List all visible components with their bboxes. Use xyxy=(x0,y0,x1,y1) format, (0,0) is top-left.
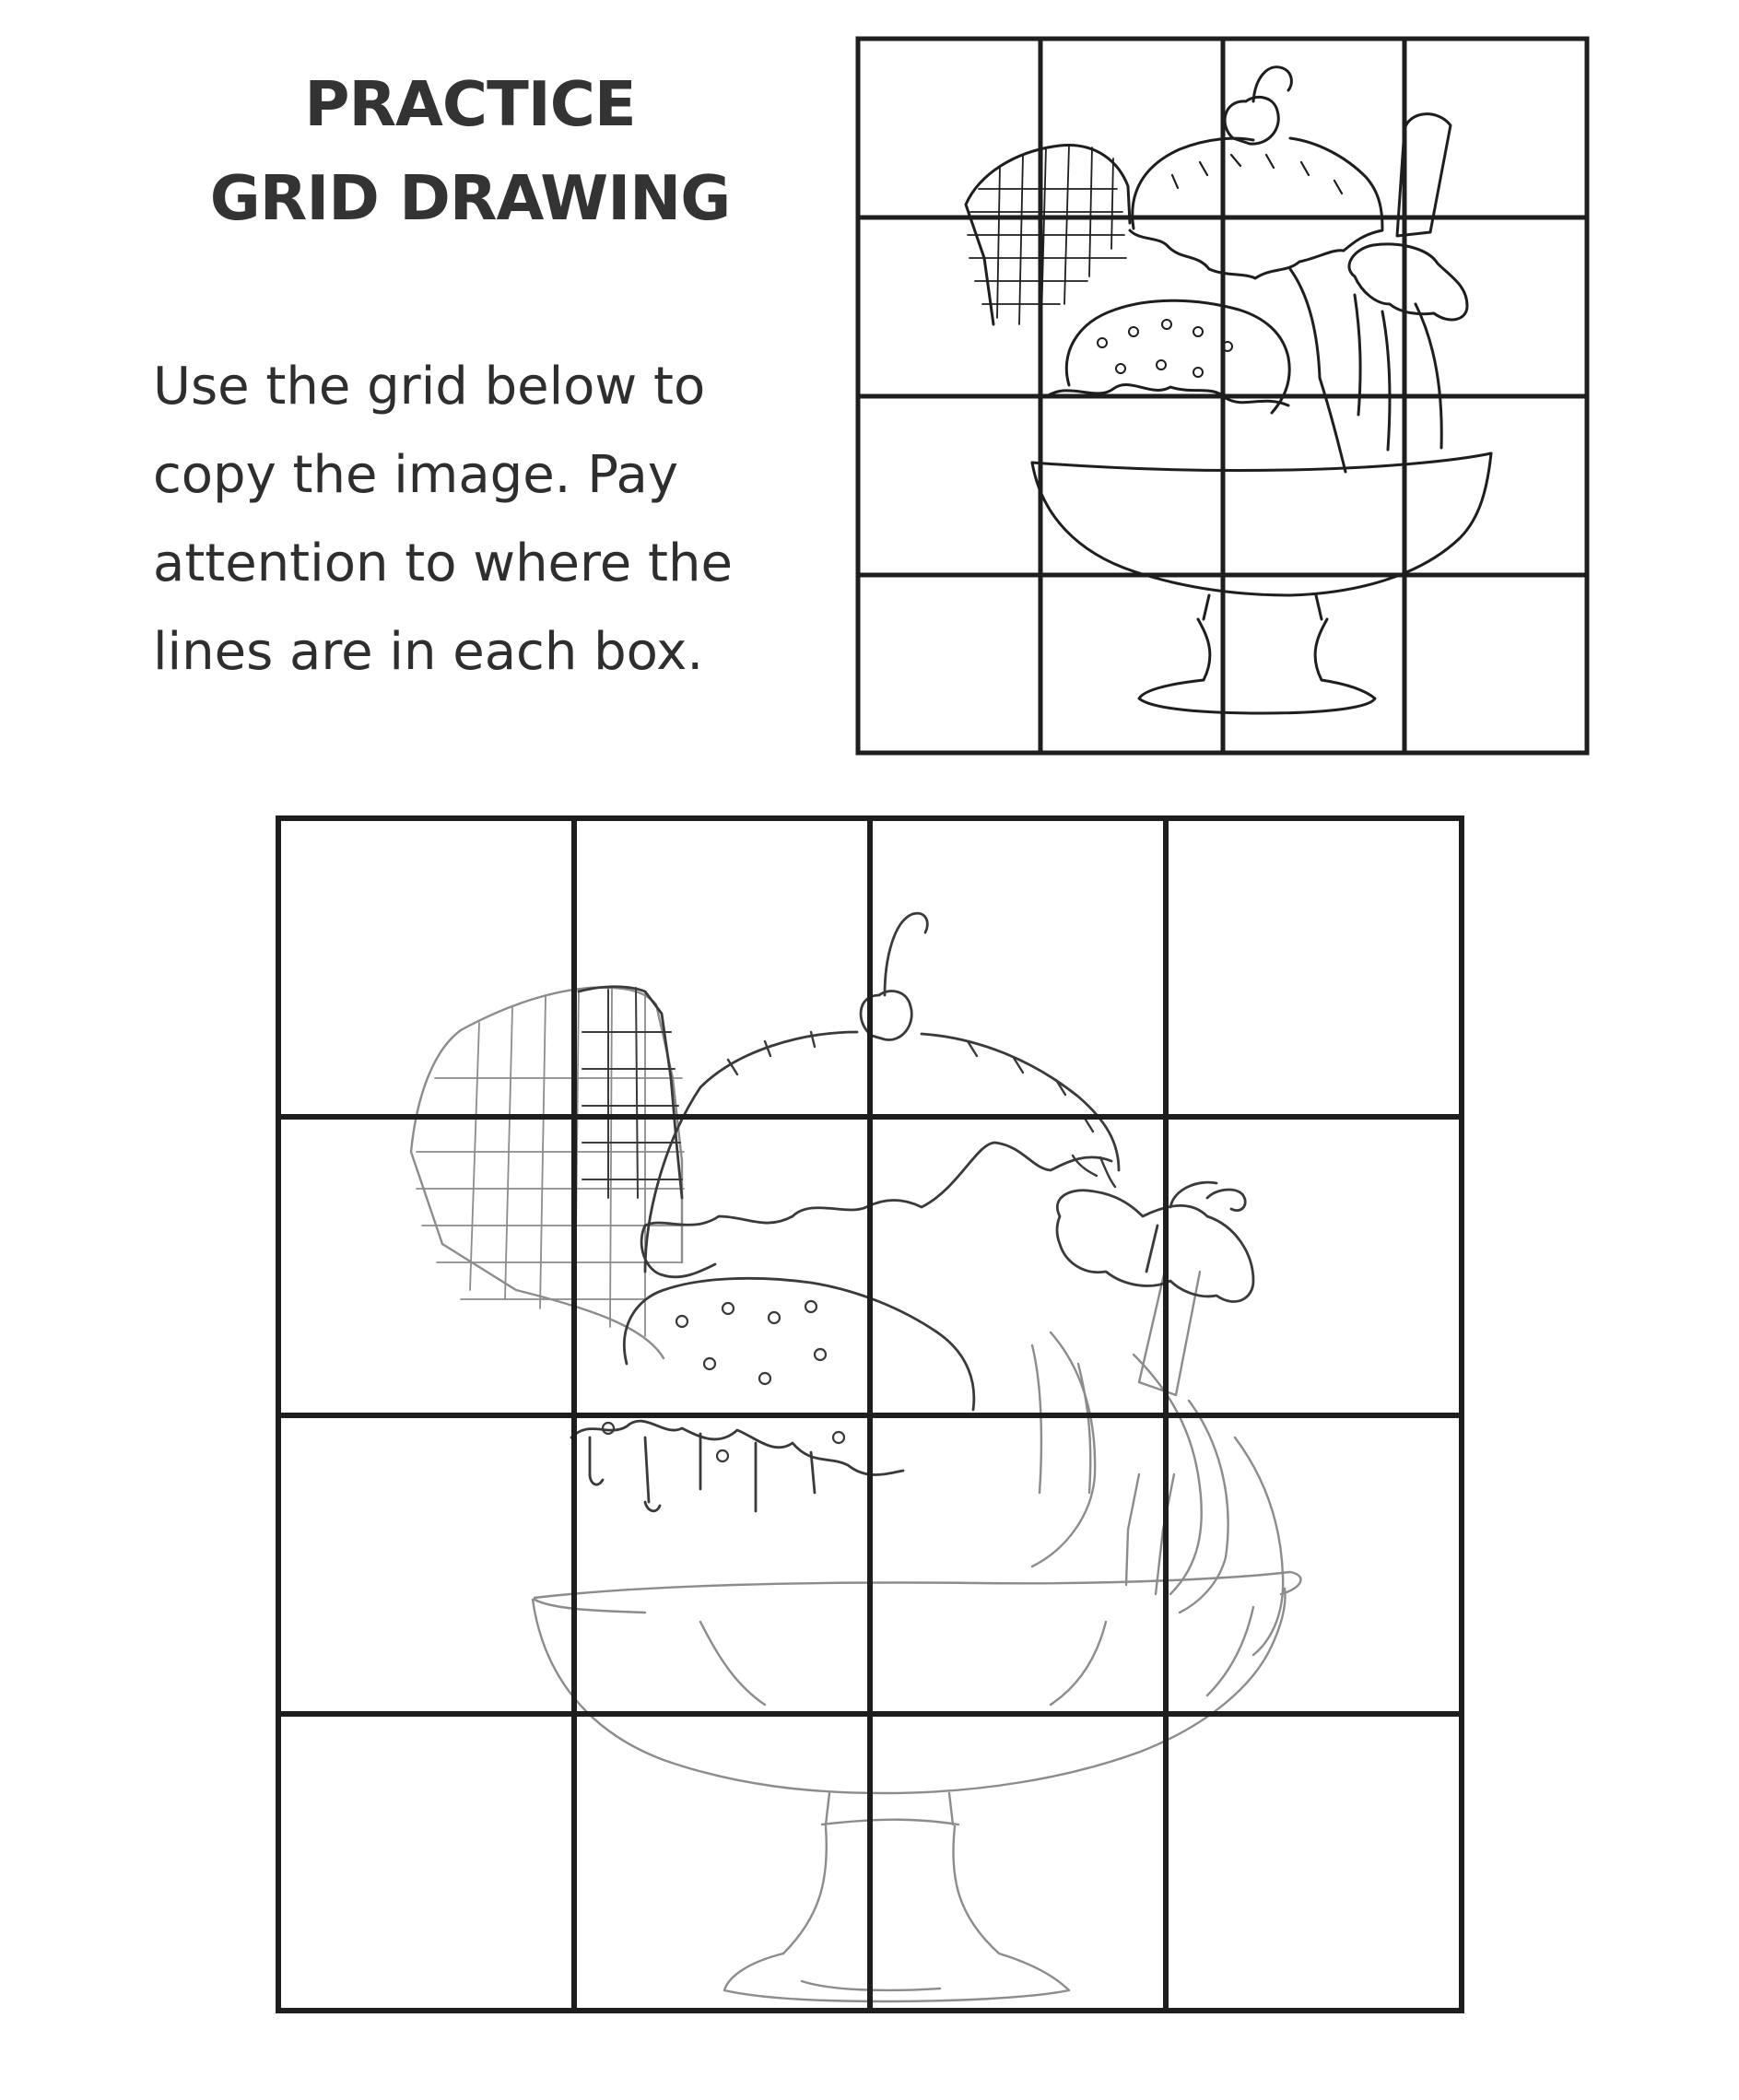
title-line-1: PRACTICE xyxy=(304,68,636,140)
reference-grid xyxy=(858,39,1587,753)
reference-drawing xyxy=(966,67,1491,713)
title-line-2: GRID DRAWING xyxy=(209,162,731,234)
instruction-line-4: lines are in each box. xyxy=(153,622,704,682)
instruction-line-1: Use the grid below to xyxy=(153,357,706,416)
practice-sketch-ink xyxy=(571,913,1253,1511)
instruction-line-3: attention to where the xyxy=(153,534,733,593)
instruction-line-2: copy the image. Pay xyxy=(153,445,678,505)
practice-grid xyxy=(278,818,1462,2011)
